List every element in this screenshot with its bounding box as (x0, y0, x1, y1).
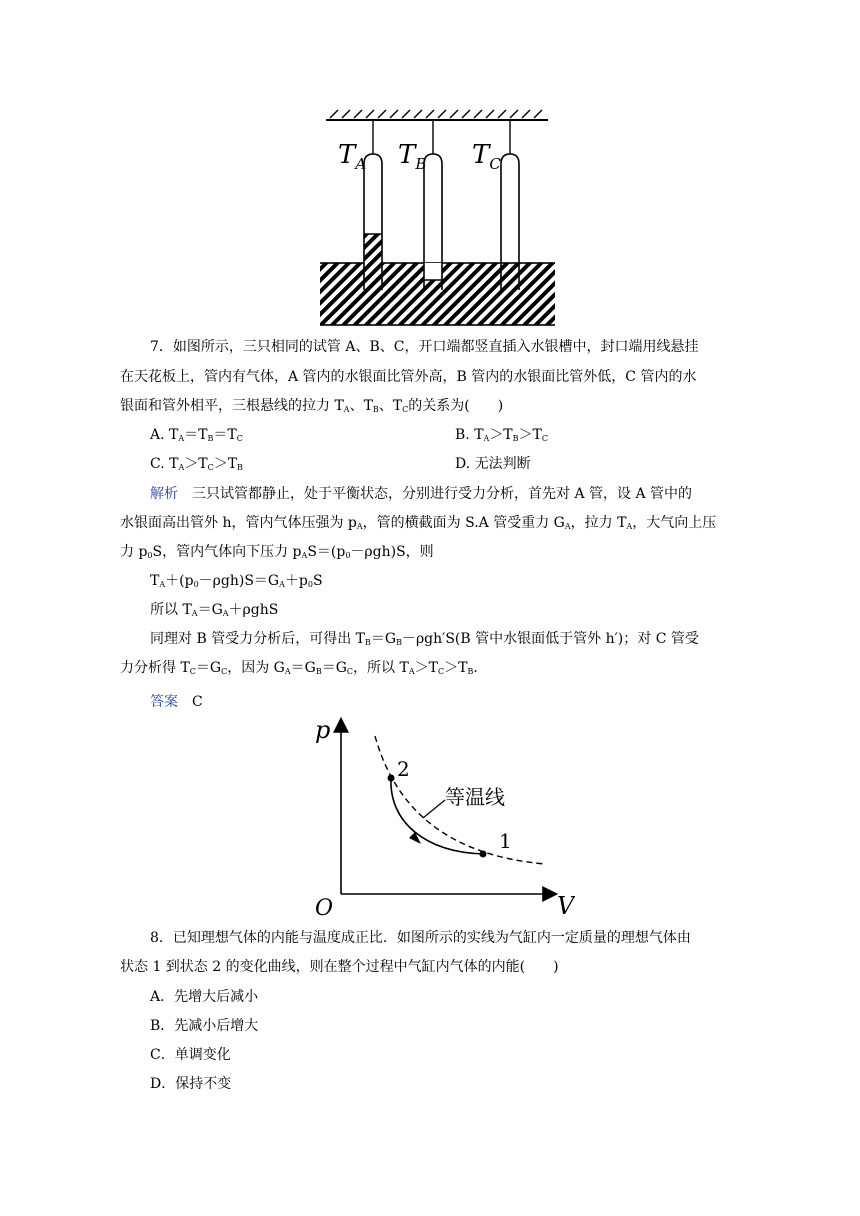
q7-option-c: C. $T_A>T_C>T_B$ (150, 456, 243, 472)
tube-b (424, 154, 442, 290)
p-axis-label: p (315, 716, 331, 744)
q7-analysis-line-5: 力分析得 $T_C=G_C$，因为 $G_A=G_B=G_C$，所以 $T_A>T_C>T_B$. (120, 660, 478, 676)
q8-line-1: 8．已知理想气体的内能与温度成正比．如图所示的实线为气缸内一定质量的理想气体由 (150, 930, 691, 946)
q7-analysis-line-2: 水银面高出管外 h，管内气体压强为 $p_A$，管的横截面为 S.A 管受重力 $G_A$，拉力 $T_A$，大气向上压 (120, 515, 717, 531)
analysis-label: 解析 (150, 486, 178, 502)
point-2 (388, 775, 395, 782)
q8-option-b: B．先减小后增大 (150, 1018, 259, 1034)
question-8 (120, 928, 760, 1098)
q8-option-a: A．先增大后减小 (150, 989, 259, 1005)
q7-line-1: 7．如图所示，三只相同的试管 A、B、C，开口端都竖直插入水银槽中，封口端用线悬挂 (150, 339, 699, 355)
q7-option-b: B. $T_A>T_B>T_C$ (455, 427, 549, 443)
answer-value: C (192, 694, 203, 710)
isotherm-label: 等温线 (445, 785, 505, 809)
q8-option-d: D．保持不变 (150, 1076, 232, 1092)
q7-analysis-line-3: 力 $p_0S$，管内气体向下压力 $p_AS=(p_0-\rho gh)S$，则 (120, 544, 434, 560)
pv-diagram (305, 712, 575, 924)
label-leader (423, 800, 445, 818)
tube-c-label: $T_C$ (472, 140, 501, 173)
answer-label: 答案 (150, 694, 178, 710)
point-1-label: 1 (499, 829, 512, 853)
origin-label: O (315, 896, 334, 921)
tubes-figure (320, 108, 555, 328)
q7-option-a: A. $T_A=T_B=T_C$ (150, 427, 243, 443)
q7-equation-1: $T_A+(p_0-\rho gh)S=G_A+p_0S$ (150, 573, 323, 589)
q7-equation-2: 所以 $T_A=G_A+\rho ghS$ (150, 602, 279, 618)
question-7 (120, 337, 760, 697)
tube-a-label: $T_A$ (338, 140, 367, 173)
q8-option-c: C．单调变化 (150, 1047, 231, 1063)
q7-option-d: D. 无法判断 (455, 456, 531, 472)
q8-line-2: 状态 1 到状态 2 的变化曲线，则在整个过程中气缸内气体的内能( ) (120, 959, 559, 975)
process-arrow-icon (409, 832, 421, 844)
point-2-label: 2 (397, 757, 410, 781)
ceiling (326, 110, 548, 120)
q7-line-2: 在天花板上，管内有气体，A 管内的水银面比管外高，B 管内的水银面比管外低，C 管内的水 (120, 369, 697, 385)
point-1 (480, 851, 487, 858)
q7-line-3: 银面和管外相平，三根悬线的拉力 $T_A$、$T_B$、$T_C$的关系为( ) (120, 398, 504, 414)
v-axis-label: V (557, 892, 575, 920)
tube-b-label: $T_B$ (398, 140, 427, 173)
q7-analysis-line-4: 同理对 B 管受力分析后，可得出 $T_B=G_B-\rho gh'S(B$ 管中水银面低于管外 h′)；对 C 管受 (150, 631, 699, 647)
q7-analysis-line-1: 解析 三只试管都静止，处于平衡状态，分别进行受力分析，首先对 A 管，设 A 管中的 (150, 486, 693, 502)
tube-a (364, 154, 382, 290)
q7-answer (150, 692, 203, 712)
